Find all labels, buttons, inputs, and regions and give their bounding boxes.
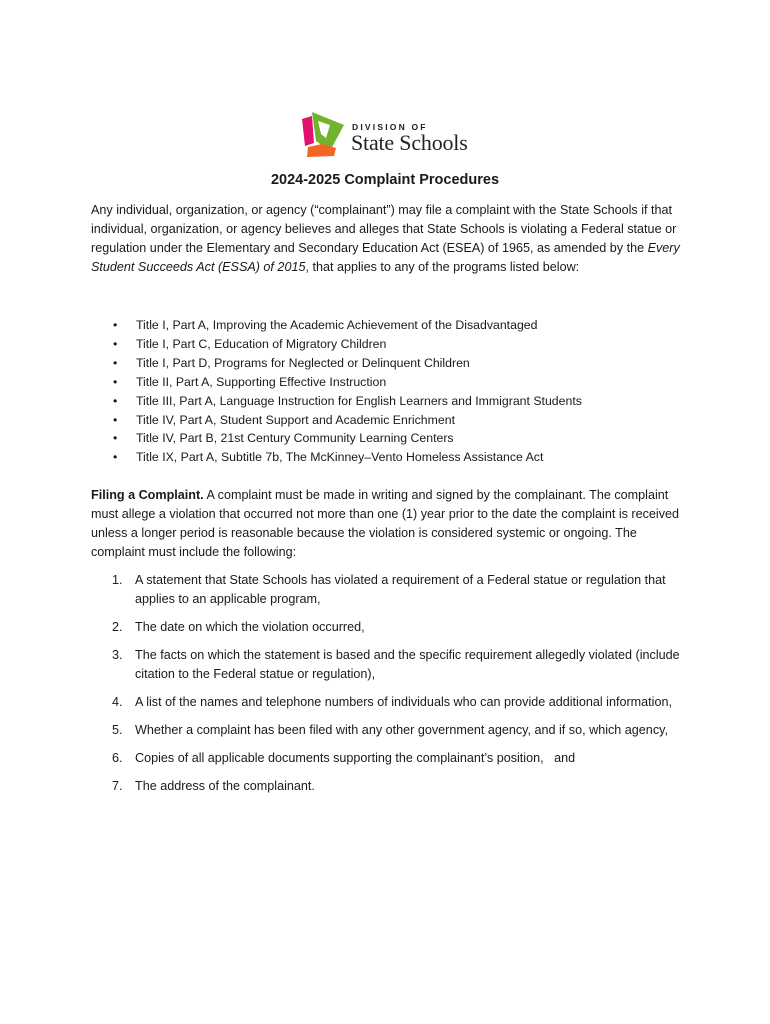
item-number: 6. [112, 751, 123, 765]
logo-mark-icon [300, 110, 352, 160]
requirement-text: The facts on which the statement is based and the specific requirement allegedly violated (include citation to the Federal statue or regulation), [135, 648, 680, 681]
item-number: 3. [112, 648, 123, 662]
logo-state-schools-text: State Schools [351, 130, 468, 155]
list-item [112, 721, 692, 740]
list-item [113, 448, 673, 467]
logo-pink-shape [302, 116, 314, 146]
filing-heading: Filing a Complaint. [91, 488, 204, 502]
program-label: Title I, Part C, Education of Migratory Children [136, 336, 387, 351]
bullet: • [113, 431, 118, 446]
bullet: • [113, 355, 118, 370]
bullet: • [113, 374, 118, 389]
bullet: • [113, 450, 118, 465]
list-item [113, 354, 673, 373]
program-list [113, 316, 673, 467]
intro-paragraph [91, 201, 691, 277]
filing-text: A complaint must be made in writing and signed by the complainant. The complaint must allege a violation that occurred not more than one (1) year prior to the date the complaint is received unless a longer period is reasonable because the violation is considered systemic or ongoing. The complaint must include the following: [91, 488, 680, 559]
requirement-text: The address of the complainant. [135, 779, 315, 793]
list-item [113, 316, 673, 335]
program-label: Title IX, Part A, Subtitle 7b, The McKinney–Vento Homeless Assistance Act [136, 450, 544, 465]
list-item [113, 429, 673, 448]
list-item [112, 571, 692, 609]
list-item [113, 411, 673, 430]
item-number: 1. [112, 573, 123, 587]
requirement-text: Whether a complaint has been filed with any other government agency, and if so, which agency, [135, 723, 668, 737]
intro-text-after: , that applies to any of the programs listed below: [305, 260, 580, 274]
list-item [112, 777, 692, 796]
program-label: Title II, Part A, Supporting Effective Instruction [136, 374, 387, 389]
bullet: • [113, 336, 118, 351]
program-label: Title IV, Part B, 21st Century Community Learning Centers [136, 431, 454, 446]
item-number: 4. [112, 695, 123, 709]
requirement-text: Copies of all applicable documents supporting the complainant’s position, and [135, 751, 576, 765]
bullet: • [113, 412, 118, 427]
page-title: 2024-2025 Complaint Procedures [270, 172, 500, 188]
intro-text-before: Any individual, organization, or agency (“complainant”) may file a complaint with the State Schools if that individual, organization, or agency believes and alleges that State Schools is violating a Federal statue or regulation under the Elementary and Secondary Education Act (ESEA) of 1965, as amended by the [91, 203, 677, 255]
program-label: Title I, Part D, Programs for Neglected or Delinquent Children [136, 355, 470, 370]
list-item [112, 749, 692, 768]
requirement-text: A statement that State Schools has violated a requirement of a Federal statue or regulation that applies to an applicable program, [135, 573, 666, 606]
list-item [113, 392, 673, 411]
intro-act-name: Every Student Succeeds Act (ESSA) of 2015 [91, 241, 680, 274]
program-label: Title I, Part A, Improving the Academic Achievement of the Disadvantaged [136, 318, 538, 332]
item-number: 7. [112, 779, 123, 793]
requirement-text: A list of the names and telephone numbers of individuals who can provide additional information, [135, 695, 672, 709]
division-logo [300, 110, 475, 160]
item-number: 5. [112, 723, 123, 737]
list-item [112, 618, 692, 637]
program-label: Title III, Part A, Language Instruction for English Learners and Immigrant Students [136, 393, 582, 408]
bullet: • [113, 318, 118, 332]
program-label: Title IV, Part A, Student Support and Academic Enrichment [136, 412, 455, 427]
requirements-list [112, 571, 692, 805]
logo-division-text: DIVISION OF [352, 122, 428, 132]
bullet: • [113, 393, 118, 408]
list-item [112, 646, 692, 684]
requirement-text: The date on which the violation occurred, [135, 620, 365, 634]
filing-paragraph [91, 486, 691, 562]
item-number: 2. [112, 620, 123, 634]
list-item [112, 693, 692, 712]
list-item [113, 335, 673, 354]
list-item [113, 373, 673, 392]
